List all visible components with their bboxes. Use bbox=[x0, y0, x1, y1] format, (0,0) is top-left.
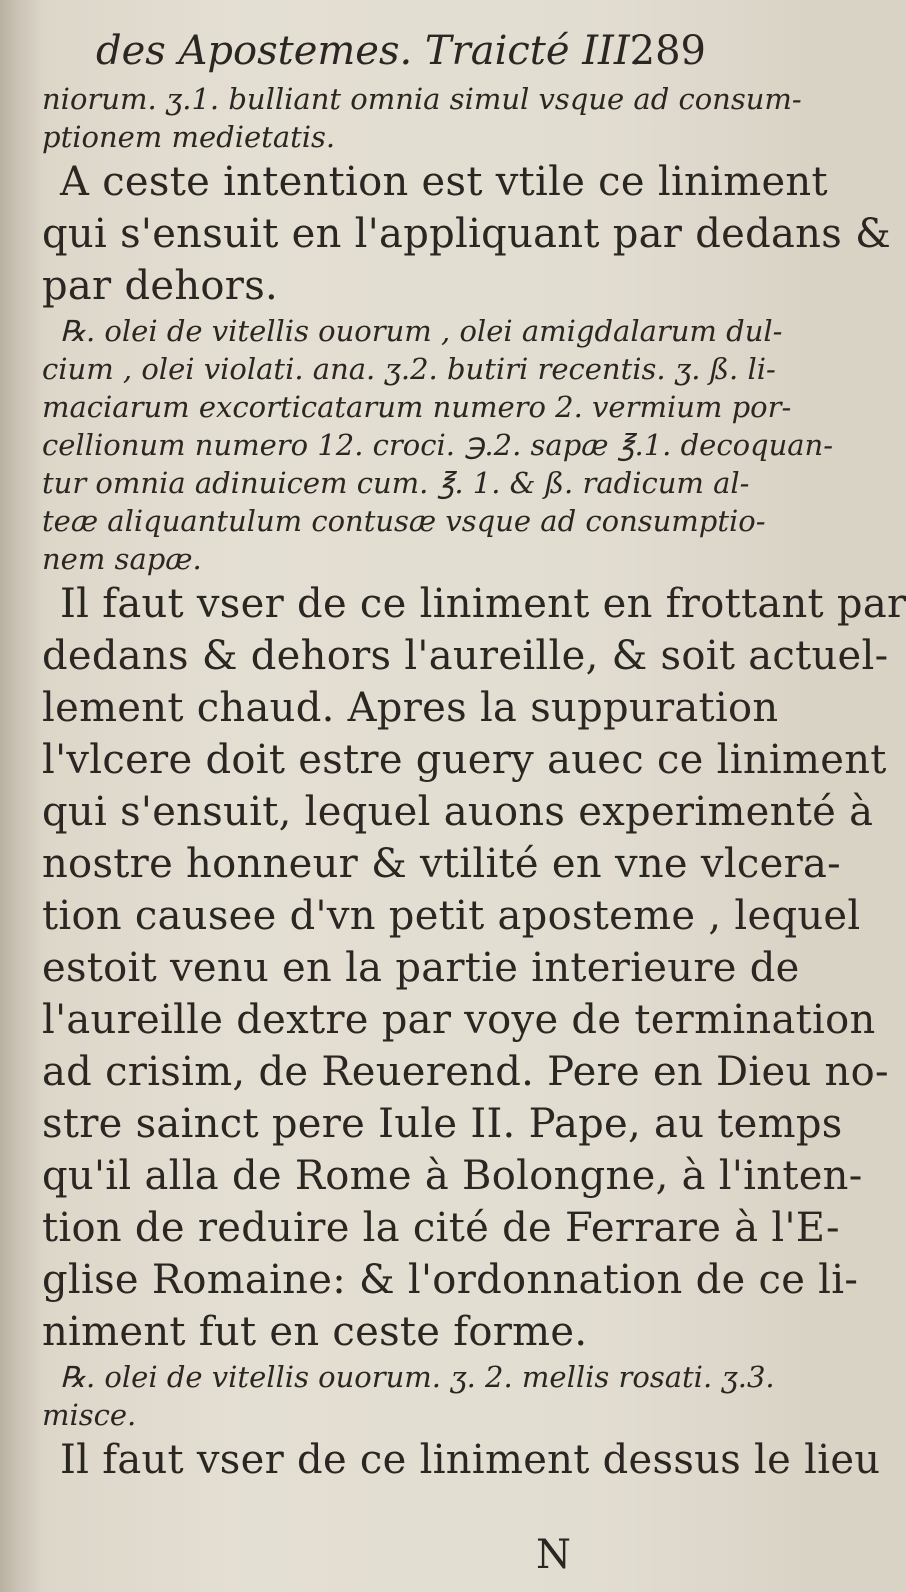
text-line: qu'il alla de Rome à Bolongne, à l'inten- bbox=[42, 1153, 863, 1199]
body-text bbox=[42, 80, 906, 1486]
latin-recipe-block bbox=[42, 80, 802, 156]
text-line: Il faut vser de ce liniment en frottant par bbox=[60, 581, 906, 627]
text-line: l'aureille dextre par voye de termination bbox=[42, 997, 876, 1043]
latin-recipe-block bbox=[42, 312, 834, 578]
text-line: qui s'ensuit, lequel auons experimenté à bbox=[42, 789, 874, 835]
text-line: ad crisim, de Reuerend. Pere en Dieu no- bbox=[42, 1049, 889, 1095]
text-line: qui s'ensuit en l'appliquant par dedans & bbox=[42, 211, 891, 257]
text-line: tion de reduire la cité de Ferrare à l'E- bbox=[42, 1205, 840, 1251]
text-line: Il faut vser de ce liniment dessus le lieu bbox=[60, 1437, 881, 1483]
page-header bbox=[96, 18, 716, 78]
text-line: dedans & dehors l'aureille, & soit actuel- bbox=[42, 633, 889, 679]
text-line: stre sainct pere Iule II. Pape, au temps bbox=[42, 1101, 843, 1147]
paragraph bbox=[42, 578, 906, 1358]
text-line: teæ aliquantulum contusæ vsque ad consumptio- bbox=[42, 504, 766, 538]
text-line: misce. bbox=[42, 1398, 137, 1432]
text-line: nostre honneur & vtilité en vne vlcera- bbox=[42, 841, 841, 887]
running-title: des Apostemes. Traicté III. bbox=[96, 28, 643, 74]
text-line: par dehors. bbox=[42, 263, 279, 309]
text-line: tion causee d'vn petit aposteme , lequel bbox=[42, 893, 861, 939]
text-line: tur omnia adinuicem cum. ℥. 1. & ß. radicum al- bbox=[42, 466, 750, 500]
text-line: estoit venu en la partie interieure de bbox=[42, 945, 800, 991]
text-line: niorum. ʒ.1. bulliant omnia simul vsque ad consum- bbox=[42, 82, 802, 116]
text-line: ptionem medietatis. bbox=[42, 120, 336, 154]
text-line: maciarum excorticatarum numero 2. vermium por- bbox=[42, 390, 792, 424]
text-line: nem sapæ. bbox=[42, 542, 202, 576]
text-line: cium , olei violati. ana. ʒ.2. butiri recentis. ʒ. ß. li- bbox=[42, 352, 776, 386]
page-number: 289 bbox=[629, 28, 706, 74]
text-line: A ceste intention est vtile ce liniment bbox=[60, 159, 828, 205]
text-line: ℞. olei de vitellis ouorum , olei amigdalarum dul- bbox=[60, 314, 783, 348]
paragraph bbox=[42, 156, 891, 312]
text-line: l'vlcere doit estre guery auec ce liniment bbox=[42, 737, 887, 783]
text-line: lement chaud. Apres la suppuration bbox=[42, 685, 779, 731]
text-line: cellionum numero 12. croci. ℈.2. sapæ ℥.1. decoquan- bbox=[42, 428, 834, 462]
latin-recipe-block bbox=[42, 1358, 775, 1434]
text-line: glise Romaine: & l'ordonnation de ce li- bbox=[42, 1257, 859, 1303]
text-line: niment fut en ceste forme. bbox=[42, 1309, 588, 1355]
text-line: ℞. olei de vitellis ouorum. ʒ. 2. mellis rosati. ʒ.3. bbox=[60, 1360, 775, 1394]
gutter-shadow bbox=[0, 0, 40, 1592]
paragraph bbox=[42, 1434, 881, 1486]
signature-mark: N bbox=[536, 1532, 571, 1578]
